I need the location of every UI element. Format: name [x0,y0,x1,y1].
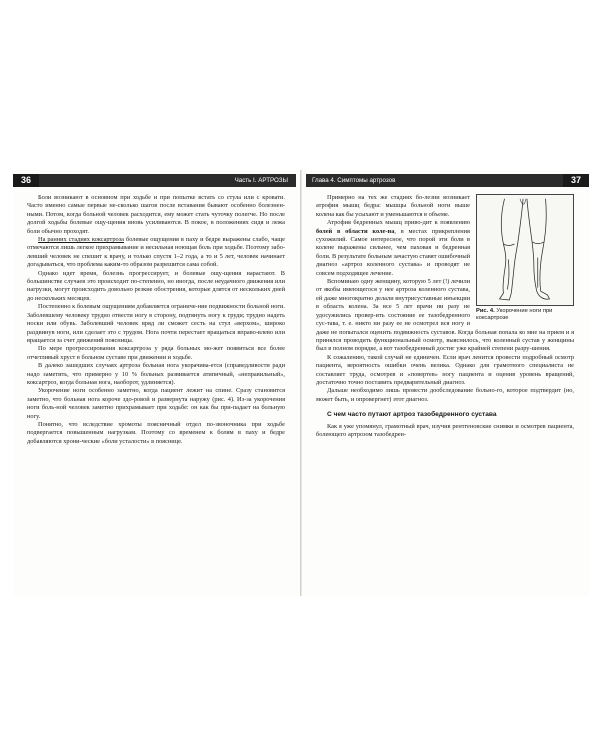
paragraph: Атрофия бедренных мышц приво-дит к появлению болей в области коле-на, в местах прикрепления сухожилий. Самое интересное, что порой эти боли в колене выражены сильнее, чем паховая и бедренная боли. В результате больным зачастую ставят ошибочный диагноз «артроз коленного сустава» и проводят не совсем подходящее лечение. [316,219,470,277]
legs-illustration [476,194,574,306]
book-spread [13,170,589,596]
right-page-body [316,194,574,439]
paragraph: Дальше необходимо лишь провести дообследование больно-го, которое подтвердит (но, может быть, и опровергнет) этот диагноз. [316,387,574,403]
figure-caption-text: Укорочение ноги при коксартрозе [476,308,553,321]
paragraph: На ранних стадиях коксартроза болевые ощущения в паху и бедре выражены слабо, чаще отмечаются лишь легкое прихрамывание и несильная ноющая боль при ходьбе. Поэтому забо-левший человек не спешит к врачу, и только спустя 1–2 года, а то и 5 лет, человек начинает догадываться, что проблема каким-то образом разрешится сама собой. [27,236,285,269]
paragraph: Понятно, что вследствие хромоты поясничный отдел по-звоночника при ходьбе подвергается повышенным нагрузкам. Поэтому со временем к болям в паху и бедре добавляются хрони-ческие «боли усталости» в пояснице. [27,420,285,445]
paragraph: Постепенно к болевым ощущениям добавляется ограниче-ние подвижности больной ноги. Заболевшему человеку трудно отвести ногу в сторону, подтянуть ногу к груди; трудно надеть носки или обувь. Заболевший человек вряд ли сможет сесть на стул «верхом», широко раздвинув ноги, или сделает это с трудом. Нога почти перестает вращаться вправо-влево или вращается за счет движений поясницы. [27,303,285,344]
left-running-head: Часть I. АРТРОЗЫ [234,177,288,184]
figure-caption-label: Рис. 4. [476,308,495,314]
left-page-body [27,194,285,446]
paragraph: Укорочение ноги особенно заметно, когда пациент лежит на спине. Сразу становится заметно, что больная нога короче здо-ровой и развернута наружу (рис. 4). Из-за укорочения ноги боль-ной человек заметно прихрамывает при ходьбе: он как бы при-падает на больную ногу. [27,387,285,420]
paragraph: В далеко зашедших случаях артроза больная нога укорачива-ется (справедливости ради надо заметить, что примерно у 10 % больных развивается атипичный, «неправильный», коксартроз, когда больная нога, наоборот, удлиняется). [27,362,285,386]
paragraph: По мере прогрессирования коксартроза у ряда больных мо-жет появиться все более отчетливый хруст в больном суставе при движении и ходьбе. [27,345,285,361]
paragraph: Как я уже упомянул, грамотный врач, изучив рентгеновские снимки и осмотрев пациента, болеющего артрозом тазобедрен- [316,422,574,438]
paragraph: Вспоминаю одну женщину, которую 5 лет (!) лечили от якобы имеющегося у нее артроза коленного сустава, ей даже многократно делали внутрисуставные инъекции в область колена. За все 5 лет врачи ни разу не удосужились провер-ить состояние ее тазобедренного сус-тава, т. е. никто ни разу ее не осмотрел вся ногу и даже не попытался оценить подвижность суставов. Когда больная попала ко мне на прием и я принялся проводить функциональный осмотр, выяснилось, что коленный сустав у женщины был в полном порядке, а вот тазобедренный достиг уже крайней степени разру-шения. [316,278,574,353]
figure-caption [476,308,574,322]
paragraph: Однако идет время, болезнь прогрессирует, и болевые ощу-щения нарастают. В большинстве случаев это происходит по-степенно, но иногда, после неудачного движения или нагрузки, могут происходить довольно резкие обострения, которые длятся от нескольких дней до нескольких месяцев. [27,269,285,302]
right-page-number: 37 [563,174,589,187]
left-page [13,170,300,596]
underlined-phrase: На ранних стадиях коксартроза [38,236,124,244]
right-page-header [306,174,589,187]
figure-4 [476,194,574,322]
section-heading: С чем часто путают артроз тазобедренного сустава [327,411,497,419]
paragraph: К сожалению, такой случай не единичен. Если врач ленится провести подробный осмотр пациента, вероятность ошибки очень велика. Однако для грамотного специалиста не составляет труда, осмотрев и «повертев» ногу пациента и оценив уровень вращений, достаточно точно поставить предварительный диагноз. [316,353,574,386]
paragraph: Примерно на тех же стадиях бо-лезни возникает атрофия мышц бедра: мышцы больной ноги выше колена как бы усыхают и уменьшаются в объеме. [316,194,470,218]
bold-phrase: болей в области коле-на [316,227,395,235]
right-running-head: Глава 4. Симптомы артрозов [312,177,396,184]
paragraph: Боли возникают в основном при ходьбе и при попытке встать со стула или с кровати. Часто именно самые первые не-сколько шагов после вставания бывают особенно болезнен-ными. Потом, когда больной человек расходится, ему может стать чуточку полегче. Но после долгой ходьбы болевые ощу-щения вновь усиливаются. В покое, в положениях сидя и лежа боли обычно проходят. [27,194,285,235]
left-page-number: 36 [13,174,39,187]
left-page-header [13,174,296,187]
right-page [302,170,589,596]
